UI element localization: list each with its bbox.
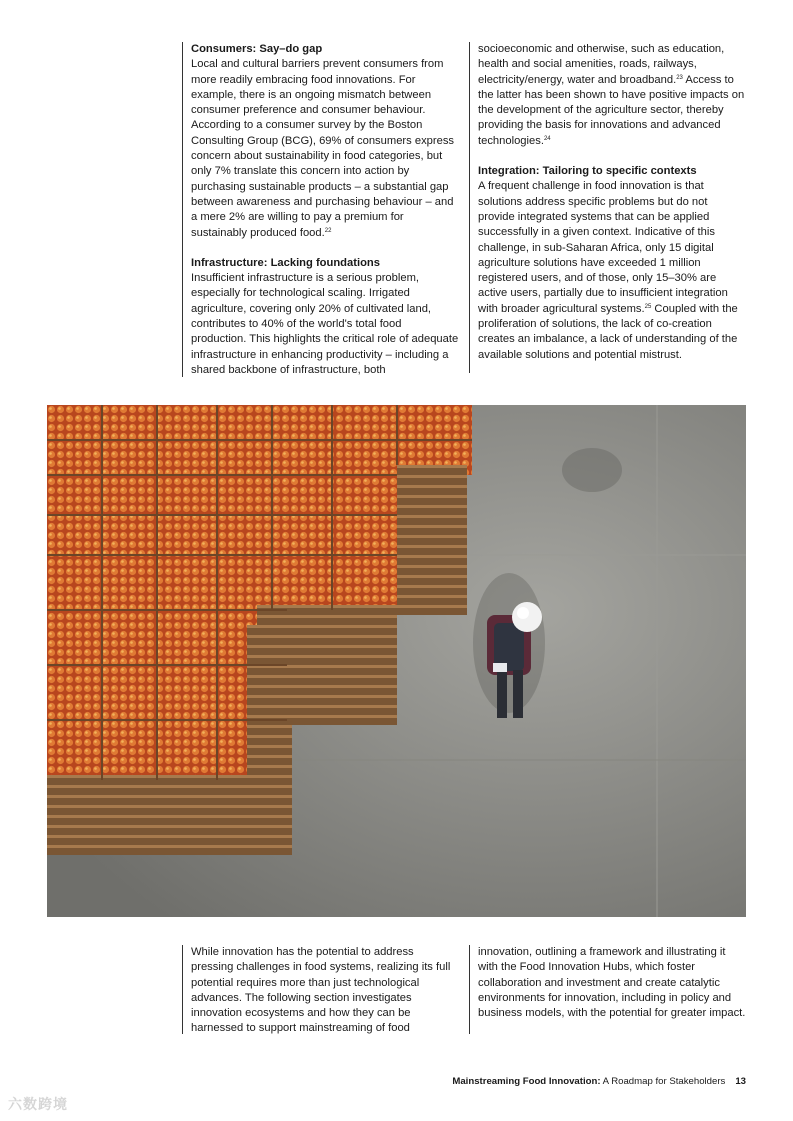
column-bottom-left [182, 945, 459, 1034]
paragraph-infrastructure: Insufficient infrastructure is a serious problem, especially for technological scaling. Irrigated agriculture, covering only 20% of cultivated land, contributes to 40% of the world's total food production. This highlights the critical role of adequate infrastructure in enhancing productivity – including a shared backbone of infrastructure, both [191, 272, 459, 376]
paragraph-integration-part-a: A frequent challenge in food innovation is that solutions address specific problems but do not provide integrated systems that can be applied successfully in a given context. Indicative of this challenge, in sub-Saharan Africa, only 15 digital agriculture solutions have exceeded 1 million registered users, and of those, only 15–30% are active users, partially due to insufficient integration with broader agricultural systems. [478, 180, 728, 315]
heading-consumers: Consumers: Say–do gap [191, 43, 323, 55]
column-bottom-right [469, 945, 746, 1034]
footnote-ref-25[interactable]: 25 [644, 303, 652, 310]
column-top-left [182, 42, 459, 377]
paragraph-integration-part-b: Coupled with the proliferation of solutions, the lack of co-creation creates an imbalance, a lack of understanding of the available solutions and potential mistrust. [478, 302, 738, 361]
paragraph-integration [478, 179, 746, 363]
paragraph-consumers [191, 57, 459, 241]
column-top-right [469, 42, 746, 373]
heading-integration: Integration: Tailoring to specific contexts [478, 165, 697, 178]
paragraph-infrastructure-continued [478, 42, 746, 149]
paragraph-infra-part-b: Access to the latter has been shown to have positive impacts on the development of the agriculture sector, thereby providing the basis for innovations and advanced technologies. [478, 73, 745, 147]
page-number: 13 [735, 1076, 746, 1087]
paragraph-infra-part-a: socioeconomic and otherwise, such as education, health and social amenities, roads, railways, electricity/energy, water and broadband. [478, 43, 725, 86]
footnote-ref-24[interactable]: 24 [543, 135, 551, 142]
warehouse-apples-photo [47, 405, 746, 917]
paragraph-transition-left: While innovation has the potential to address pressing challenges in food systems, realizing its full potential requires more than just technological advances. The following section investigates innovation ecosystems and how they can be harnessed to support mainstreaming of food [191, 946, 451, 1035]
paragraph-transition-right: innovation, outlining a framework and illustrating it with the Food Innovation Hubs, which foster collaboration and investment and create catalytic environments for innovation, including in policy and business models, with the potential for greater impact. [478, 946, 746, 1020]
watermark-text: 六数跨境 [8, 1096, 68, 1112]
footer-title-bold: Mainstreaming Food Innovation: [452, 1076, 601, 1087]
warehouse-photo-illustration [47, 405, 746, 917]
page-footer [452, 1076, 746, 1087]
footnote-ref-22[interactable]: 22 [324, 227, 332, 234]
footer-title-rest: A Roadmap for Stakeholders [600, 1076, 726, 1087]
heading-infrastructure: Infrastructure: Lacking foundations [191, 256, 380, 269]
watermark-logo [8, 1094, 68, 1114]
footnote-ref-23[interactable]: 23 [676, 74, 683, 81]
paragraph-consumers-text: Local and cultural barriers prevent consumers from more readily embracing food innovations. For example, there is an ongoing mismatch between consumer preference and consumer behaviour. According to a consumer survey by the Boston Consulting Group (BCG), 69% of consumers express concern about sustainability in food categories, but only 7% translate this concern into action by purchasing sustainable products – a substantial gap between awareness and purchasing behaviour – and a mere 2% are willing to pay a premium for sustainably produced food. [191, 58, 455, 239]
